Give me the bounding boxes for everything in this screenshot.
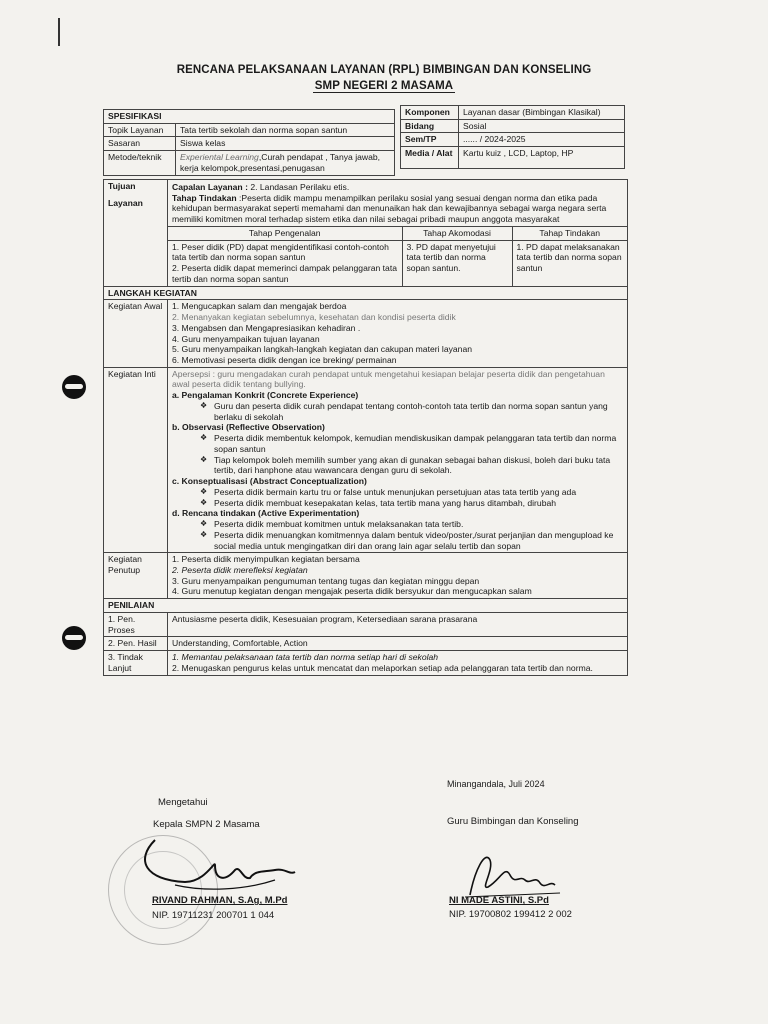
table-row: 1. Pen. Proses Antusiasme peserta didik, Kesesuaian program, Ketersediaan sarana prasarana	[104, 612, 628, 636]
table-row: 2. Pen. Hasil Understanding, Comfortable, Action	[104, 637, 628, 651]
langkah-header: LANGKAH KEGIATAN	[104, 286, 628, 300]
kegiatan-penutup-row: Kegiatan Penutup 1. Peserta didik menyimpulkan kegiatan bersama 2. Peserta didik merefleksi kegiatan 3. Guru menyampaikan pengumuman tentang tugas dan kegiatan minggu depan 4. Guru menutup kegiatan dengan mengajak peserta didik bersyukur dan mengucapkan salam	[104, 553, 628, 599]
kepala-signature	[115, 820, 315, 900]
tahap-table: Tahap Pengenalan Tahap Akomodasi Tahap Tindakan 1. Peser didik (PD) dapat mengidentifikasi contoh-contoh tata tertib dan norma sopan santun 2. Peserta didik dapat memerinci dampak pelanggaran tata tertib dan norma sopan santun 3. PD dapat menyetujui tata tertib dan norma sopan santun. 1. PD dapat melaksanakan tata tertib dan norma sopan santun	[168, 226, 627, 286]
komponen-table	[400, 105, 625, 169]
spesifikasi-header: SPESIFIKASI	[104, 110, 395, 124]
kegiatan-inti-row: Kegiatan Inti Apersepsi : guru mengadakan curah pendapat untuk mengetahui kesiapan belajar peserta didik dan pengetahuan awal peserta didik tentang bullying. a. Pengalaman Konkrit (Concrete Experience) ❖ Guru dan peserta didik curah pendapat tentang contoh-contoh tata tertib dan norma sopan santun yang berlaku di sekolah b. Observasi (Reflective Observation) ❖ Peserta didik membentuk kelompok, kemudian mendiskusikan dampak pelanggaran tata tertib dan norma sopan santun ❖ Tiap kelompok boleh memilih sumber yang akan di gunakan sebagai bahan diskusi, boleh dari buku tata tertib, dari hanphone atau wawancara dengan guru di sekolah. c. Konseptualisasi (Abstract Conceptualization) ❖ Peserta didik bermain kartu tru or false untuk menunjukan persetujuan atas tata tertib yang ada ❖ Peserta didik membuat kesepakatan kelas, tata tertib mana yang harus ditambah, dirubah d. Rencana tindakan (Active Experimentation) ❖ Peserta didik membuat komitmen untuk melaksanakan tata tertib. ❖ Peserta didik menuangkan komitmennya dalam bentuk video/poster,/surat perjanjian dan mengupload ke social media untuk mengingatkan diri dan orang lain agar selalu tertib dan sopan	[104, 367, 628, 552]
guru-title: Guru Bimbingan dan Konseling	[447, 816, 579, 827]
table-row: Topik Layanan Tata tertib sekolah dan norma sopan santun	[104, 123, 395, 137]
main-plan-table	[103, 179, 628, 676]
kepala-title: Kepala SMPN 2 Masama	[153, 819, 260, 830]
punch-hole-icon	[62, 626, 86, 650]
margin-mark	[58, 18, 60, 46]
tujuan-row: Tujuan Layanan Capalan Layanan : 2. Landasan Perilaku etis. Tahap Tindakan :Peserta didik mampu menampilkan perilaku sosial yang sesuai dengan norma dan etika pada kehidupan bermasyarakat seperti memahami dan menunaikan hak dan kewajibannya sebagai warga negara serta memiliki komitmen moral terhadap sistem etika dan nilai sebagai pribadi maupun anggota masyarakat Tahap Pengenalan Tahap Akomodasi Tahap Tindakan 1. Peser didik (PD) dapat mengidentifikasi contoh-contoh tata tertib dan norma sopan santun 2. Peserta didik dapat memerinci dampak pelanggaran tata tertib dan norma sopan santun 3. PD dapat menyetujui tata tertib dan norma sopan santun. 1. PD dapat melaksanakan tata tertib dan norma sopan santun	[104, 180, 628, 287]
place-date: Minangandala, Juli 2024	[447, 779, 545, 789]
penilaian-header: PENILAIAN	[104, 599, 628, 613]
table-row: Sem/TP ...... / 2024-2025	[401, 133, 625, 147]
mengetahui-label: Mengetahui	[158, 797, 208, 808]
guru-name: NI MADE ASTINI, S.Pd	[449, 895, 549, 906]
table-row: Komponen Layanan dasar (Bimbingan Klasikal)	[401, 106, 625, 120]
school-name: SMP NEGERI 2 MASAMA	[314, 80, 454, 92]
guru-nip: NIP. 19700802 199412 2 002	[449, 909, 572, 920]
document-title: RENCANA PELAKSANAAN LAYANAN (RPL) BIMBINGAN DAN KONSELING	[176, 64, 592, 76]
punch-hole-icon	[62, 375, 86, 399]
table-row: Sasaran Siswa kelas	[104, 137, 395, 151]
kepala-nip: NIP. 19711231 200701 1 044	[152, 910, 275, 921]
spesifikasi-table	[103, 109, 395, 176]
kegiatan-awal-row: Kegiatan Awal 1. Mengucapkan salam dan mengajak berdoa 2. Menanyakan kegiatan sebelumnya, kesehatan dan kondisi peserta didik 3. Mengabsen dan Mengapresiasikan kehadiran . 4. Guru menyampaikan tujuan layanan 5. Guru menyampaikan langkah-langkah kegiatan dan cakupan materi layanan 6. Memotivasi peserta didik dengan ice breking/ permainan	[104, 300, 628, 367]
kepala-name: RIVAND RAHMAN, S.Ag, M.Pd	[152, 895, 288, 906]
table-row: Bidang Sosial	[401, 119, 625, 133]
table-row: Metode/teknik Experiental Learning,Curah pendapat , Tanya jawab, kerja kelompok,presentasi,penugasan	[104, 151, 395, 175]
table-row: Media / Alat Kartu kuiz , LCD, Laptop, HP	[401, 147, 625, 169]
tindak-lanjut-row: 3. Tindak Lanjut 1. Memantau pelaksanaan tata tertib dan norma setiap hari di sekolah 2. Menugaskan pengurus kelas untuk mencatat dan melaporkan setiap ada pelanggaran tata tertib dan norma.	[104, 651, 628, 675]
